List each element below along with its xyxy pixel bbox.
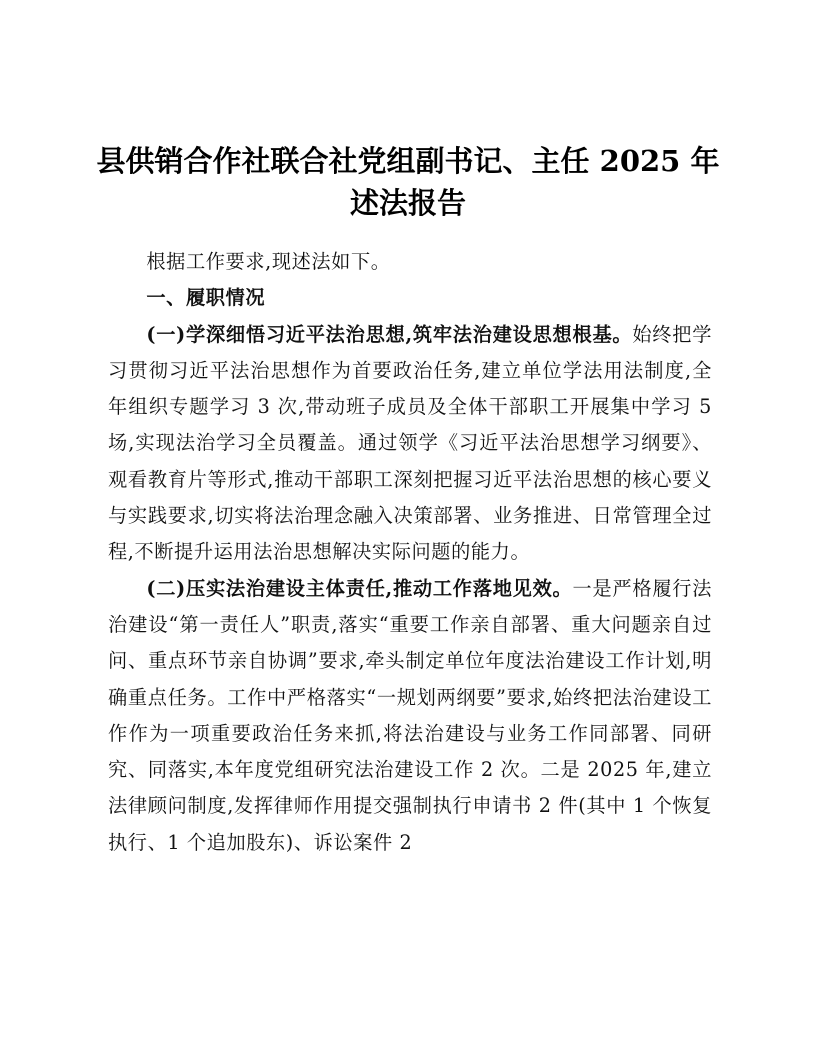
paragraph-1 xyxy=(108,317,712,571)
intro-paragraph: 根据工作要求,现述法如下。 xyxy=(146,250,391,273)
paragraph-1-lead: (一)学深细悟习近平法治思想,筑牢法治建设思想根基。 xyxy=(146,322,633,346)
document-title xyxy=(80,140,736,224)
paragraph-2-body: 一是严格履行法治建设“第一责任人”职责,落实“重要工作亲自部署、重大问题亲自过问、重点环节亲自协调”要求,牵头制定单位年度法治建设工作计划,明确重点任务。工作中严格落实“一规划两纲要”要求,始终把法治建设工作作为一项重要政治任务来抓,将法治建设与业务工作同部署、同研究、同落实,本年度党组研究法治建设工作 2 次。二是 2025 年,建立法律顾问制度,发挥律师作用提交强制执行申请书 2 件(其中 1 个恢复执行、1 个追加股东)、诉讼案件 2 xyxy=(108,576,713,854)
section-heading-1: 一、履职情况 xyxy=(146,286,266,310)
title-line-2: 述法报告 xyxy=(349,186,466,220)
title-line-1: 县供销合作社联合社党组副书记、主任 2025 年 xyxy=(96,144,720,178)
paragraph-1-body: 始终把学习贯彻习近平法治思想作为首要政治任务,建立单位学法用法制度,全年组织专题学习 3 次,带动班子成员及全体干部职工开展集中学习 5 场,实现法治学习全员覆盖。通过领学《习近平法治思想学习纲要》、观看教育片等形式,推动干部职工深刻把握习近平法治思想的核心要义与实践要求,切实将法治理念融入决策部署、业务推进、日常管理全过程,不断提升运用法治思想解决实际问题的能力。 xyxy=(108,322,712,564)
paragraph-2-lead: (二)压实法治建设主体责任,推动工作落地见效。 xyxy=(146,576,573,600)
paragraph-2 xyxy=(108,571,712,861)
document-body xyxy=(108,244,712,861)
